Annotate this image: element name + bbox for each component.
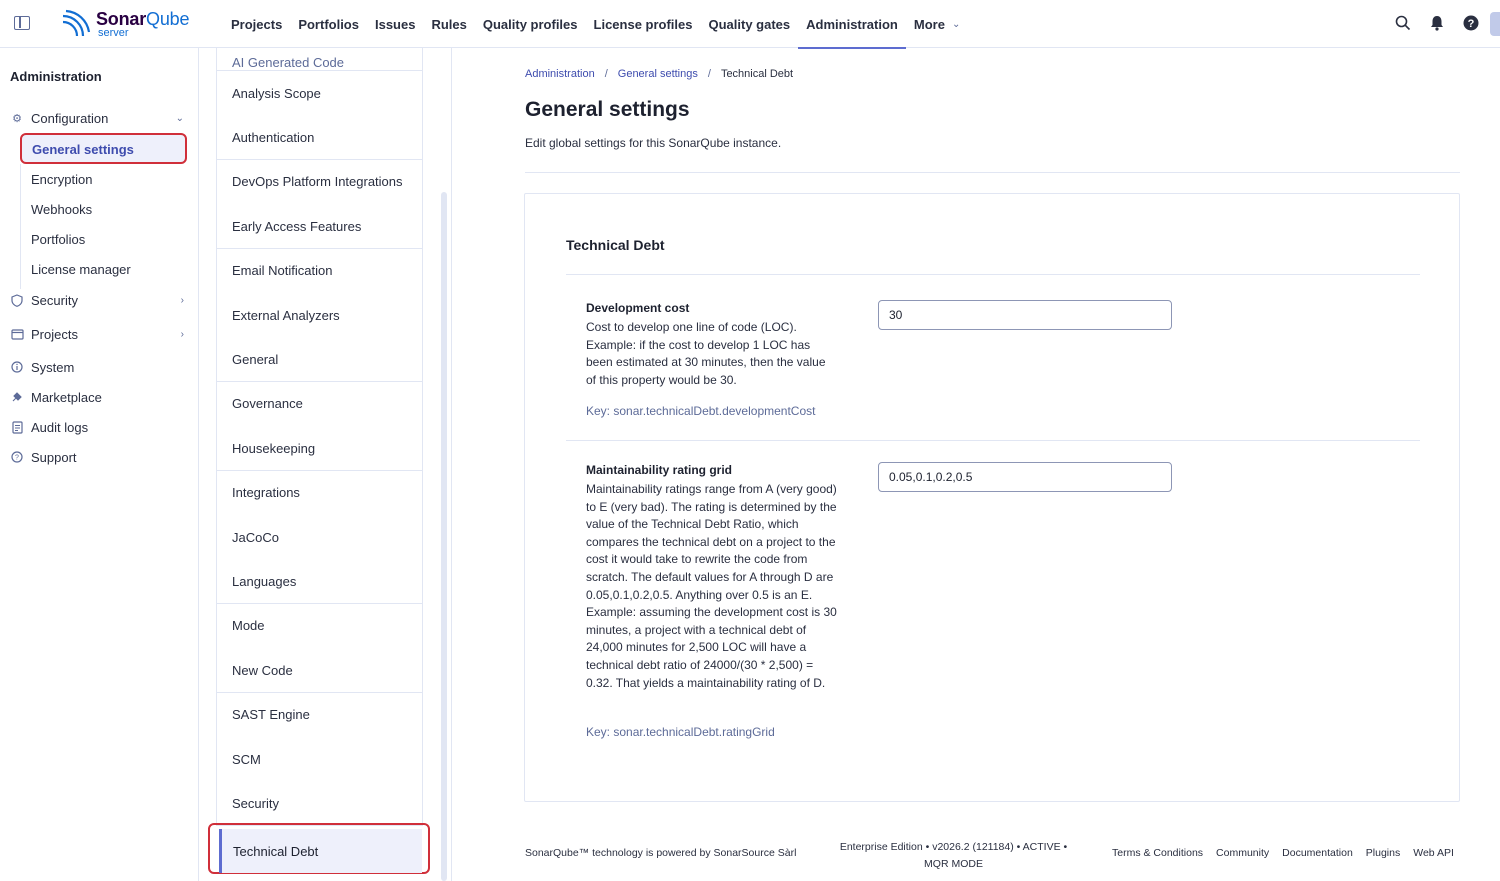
top-navigation bbox=[0, 0, 1500, 48]
sidebar-item-support[interactable] bbox=[10, 447, 188, 467]
nav-issues[interactable]: Issues bbox=[374, 16, 416, 32]
settings-card bbox=[524, 193, 1460, 802]
setting-description: Maintainability ratings range from A (very good) to E (very bad). The rating is determined by the value of the Technical Debt Ratio, which compares the technical debt on a project to the cost it would take to rewrite the code from scratch. The default values for A through D are 0.05,0.1,0.2,0.5. Anything over 0.5 is an E. Example: assuming the development cost is 30 minutes, a project with a technical debt of 24,000 minutes for 2,500 LOC will have a technical debt ratio of 24000/(30 * 2,500) = 0.32. That yields a maintainability rating of D. bbox=[586, 482, 837, 690]
sidebar-item-projects[interactable] bbox=[10, 324, 188, 344]
breadcrumb bbox=[525, 68, 793, 80]
category-label: Technical Debt bbox=[219, 829, 422, 873]
support-icon bbox=[10, 450, 24, 464]
setting-name: Development cost bbox=[586, 301, 690, 315]
nav-rules[interactable]: Rules bbox=[431, 16, 467, 32]
info-icon bbox=[10, 360, 24, 374]
setting-key: Key: sonar.technicalDebt.developmentCost bbox=[586, 404, 816, 418]
category-label: Early Access Features bbox=[232, 218, 362, 234]
sidebar-title: Administration bbox=[10, 69, 102, 84]
search-icon[interactable] bbox=[1394, 14, 1412, 32]
breadcrumb-current: Technical Debt bbox=[720, 68, 794, 80]
category-item-housekeeping[interactable] bbox=[216, 426, 423, 471]
sidebar-item-label: Marketplace bbox=[31, 389, 102, 405]
sidebar-item-system[interactable] bbox=[10, 357, 188, 377]
gear-icon: ⚙ bbox=[12, 112, 22, 125]
category-label: SCM bbox=[232, 751, 261, 767]
category-label: Authentication bbox=[232, 129, 315, 145]
sidebar-item-label: Support bbox=[31, 449, 77, 465]
category-item-languages[interactable] bbox=[216, 559, 423, 604]
category-label: Integrations bbox=[232, 485, 300, 501]
category-label: JaCoCo bbox=[232, 529, 279, 545]
breadcrumb-separator: / bbox=[604, 68, 608, 80]
rating-grid-input[interactable] bbox=[878, 462, 1172, 492]
category-item-integrations[interactable] bbox=[216, 471, 423, 516]
breadcrumb-separator: / bbox=[707, 68, 711, 80]
footer-edition bbox=[826, 839, 1081, 873]
bell-icon[interactable] bbox=[1428, 14, 1446, 32]
sidebar-item-portfolios[interactable]: Portfolios bbox=[31, 231, 86, 247]
footer-powered-by: SonarQube™ technology is powered by SonarSource Sàrl bbox=[525, 847, 797, 859]
admin-sidebar bbox=[0, 48, 199, 881]
shield-icon bbox=[10, 293, 24, 307]
chevron-down-icon: ⌄ bbox=[951, 18, 961, 30]
category-label: Housekeeping bbox=[232, 440, 316, 456]
nav-portfolios[interactable]: Portfolios bbox=[298, 16, 359, 32]
category-label: Governance bbox=[232, 396, 303, 412]
footer-link-plugins[interactable]: Plugins bbox=[1365, 847, 1401, 859]
category-item-general[interactable] bbox=[216, 337, 423, 382]
top-actions bbox=[1394, 14, 1480, 32]
category-label: Security bbox=[232, 795, 279, 811]
nav-quality-profiles[interactable]: Quality profiles bbox=[482, 16, 578, 32]
divider bbox=[566, 274, 1420, 275]
sidebar-item-label: Security bbox=[31, 292, 78, 308]
breadcrumb-administration[interactable]: Administration bbox=[525, 68, 595, 80]
chevron-right-icon: › bbox=[180, 294, 184, 306]
logo-subtitle: server bbox=[98, 27, 129, 39]
sidebar-item-audit-logs[interactable] bbox=[10, 417, 188, 437]
sidebar-toggle-icon[interactable] bbox=[14, 16, 30, 30]
category-item-email-notification[interactable] bbox=[216, 249, 423, 294]
category-label: General bbox=[232, 351, 279, 367]
category-item-jacoco[interactable] bbox=[216, 515, 423, 560]
category-label: Analysis Scope bbox=[232, 85, 321, 101]
logo-wordmark: SonarQube bbox=[96, 9, 190, 29]
category-label: New Code bbox=[232, 662, 293, 678]
footer-link-documentation[interactable]: Documentation bbox=[1282, 847, 1353, 859]
setting-name: Maintainability rating grid bbox=[586, 463, 733, 477]
sidebar-item-configuration[interactable] bbox=[10, 108, 188, 128]
nav-license-profiles[interactable]: License profiles bbox=[593, 16, 693, 32]
sidebar-item-webhooks[interactable]: Webhooks bbox=[31, 201, 93, 217]
nav-more-label: More bbox=[913, 16, 945, 32]
nav-more[interactable] bbox=[906, 0, 968, 48]
sidebar-item-label: Configuration bbox=[31, 110, 109, 126]
footer-links bbox=[1112, 847, 1454, 859]
sidebar-item-label: General settings bbox=[32, 142, 134, 157]
footer-edition-mode: MQR MODE bbox=[924, 858, 983, 870]
audit-icon bbox=[10, 420, 24, 434]
marketplace-icon bbox=[10, 390, 24, 404]
category-item-ai-generated-code[interactable] bbox=[216, 48, 423, 71]
category-item-early-access-features[interactable] bbox=[216, 204, 423, 249]
nav-projects[interactable]: Projects bbox=[231, 16, 283, 32]
category-label: Languages bbox=[232, 573, 297, 589]
sidebar-item-label: Projects bbox=[31, 326, 78, 342]
category-item-analysis-scope[interactable] bbox=[216, 71, 423, 116]
setting-description: Cost to develop one line of code (LOC). Example: if the cost to develop 1 LOC has been estimated at 30 minutes, then the value of this property would be 30. bbox=[586, 320, 826, 387]
category-item-authentication[interactable] bbox=[216, 115, 423, 160]
category-item-security[interactable] bbox=[216, 781, 423, 826]
footer-link-terms[interactable]: Terms & Conditions bbox=[1112, 847, 1204, 859]
sidebar-item-general-settings[interactable] bbox=[20, 133, 187, 164]
category-item-external-analyzers[interactable] bbox=[216, 293, 423, 338]
category-item-scm[interactable] bbox=[216, 737, 423, 782]
category-item-sast-engine[interactable] bbox=[216, 693, 423, 738]
main-nav bbox=[223, 0, 968, 48]
sidebar-item-encryption[interactable]: Encryption bbox=[31, 171, 93, 187]
sidebar-item-label: Audit logs bbox=[31, 419, 89, 435]
category-item-new-code[interactable] bbox=[216, 648, 423, 693]
divider bbox=[566, 440, 1420, 441]
svg-text:?: ? bbox=[1467, 18, 1475, 30]
category-label: AI Generated Code bbox=[232, 55, 345, 70]
category-label: DevOps Platform Integrations bbox=[232, 174, 403, 190]
sidebar-item-marketplace[interactable] bbox=[10, 387, 188, 407]
category-label: Mode bbox=[232, 618, 265, 634]
category-scrollbar[interactable] bbox=[441, 192, 447, 881]
breadcrumb-general-settings[interactable]: General settings bbox=[617, 68, 698, 80]
category-label: External Analyzers bbox=[232, 307, 340, 323]
projects-icon bbox=[10, 327, 24, 341]
footer-link-community[interactable]: Community bbox=[1216, 847, 1270, 859]
category-item-governance[interactable] bbox=[216, 382, 423, 427]
category-item-mode[interactable] bbox=[216, 604, 423, 649]
divider bbox=[525, 172, 1460, 173]
category-item-technical-debt[interactable] bbox=[208, 823, 430, 874]
footer-edition-line: Enterprise Edition • v2026.2 (121184) • ACTIVE • bbox=[839, 841, 1068, 853]
chevron-right-icon: › bbox=[180, 328, 184, 340]
page-title: General settings bbox=[525, 98, 690, 121]
category-label: SAST Engine bbox=[232, 707, 310, 723]
section-title: Technical Debt bbox=[566, 237, 665, 253]
submenu-guide-line bbox=[20, 164, 21, 289]
sidebar-item-label: System bbox=[31, 359, 75, 375]
nav-quality-gates[interactable]: Quality gates bbox=[708, 16, 791, 32]
footer-link-web-api[interactable]: Web API bbox=[1413, 847, 1454, 859]
category-label: Email Notification bbox=[232, 263, 333, 279]
avatar[interactable] bbox=[1490, 12, 1500, 36]
page-description: Edit global settings for this SonarQube instance. bbox=[525, 136, 782, 150]
settings-category-list bbox=[200, 48, 452, 881]
svg-text:?: ? bbox=[15, 454, 19, 462]
sonarqube-logo[interactable] bbox=[60, 6, 200, 42]
help-icon[interactable] bbox=[1462, 14, 1480, 32]
sidebar-item-security[interactable] bbox=[10, 290, 188, 310]
sonar-waves-icon bbox=[60, 8, 92, 40]
development-cost-input[interactable] bbox=[878, 300, 1172, 330]
sidebar-item-license-manager[interactable]: License manager bbox=[31, 261, 131, 277]
setting-key: Key: sonar.technicalDebt.ratingGrid bbox=[586, 725, 775, 739]
chevron-down-icon: ⌄ bbox=[175, 112, 184, 124]
nav-administration[interactable]: Administration bbox=[798, 0, 906, 48]
category-item-devops-platform-integrations[interactable] bbox=[216, 160, 423, 205]
